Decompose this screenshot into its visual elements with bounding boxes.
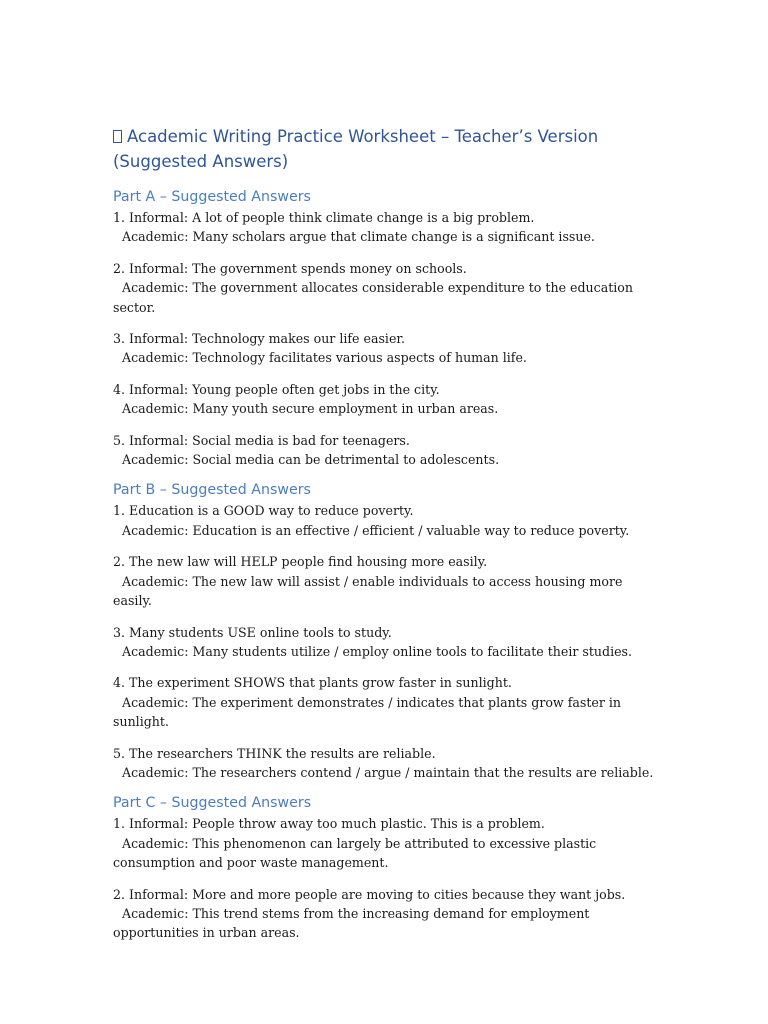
academic-sentence: Academic: Social media can be detrimental to adolescents. — [122, 452, 500, 468]
list-item — [113, 744, 658, 783]
informal-sentence: 1. Informal: A lot of people think climate change is a big problem. — [113, 210, 535, 225]
academic-sentence: Academic: This phenomenon can largely be attributed to excessive plastic consumption and poor waste management. — [113, 835, 597, 871]
original-sentence: 4. The experiment SHOWS that plants grow faster in sunlight. — [113, 675, 512, 691]
list-item — [113, 208, 658, 247]
part-a-heading: Part A – Suggested Answers — [113, 189, 311, 205]
part-b-list — [113, 501, 658, 782]
academic-sentence: Academic: The government allocates considerable expenditure to the education sector. — [113, 280, 633, 315]
list-item — [113, 380, 658, 419]
list-item — [113, 623, 658, 662]
academic-sentence: Academic: Education is an effective / efficient / valuable way to reduce poverty. — [122, 522, 630, 538]
part-c-section — [113, 793, 658, 942]
academic-sentence: Academic: The researchers contend / argue / maintain that the results are reliable. — [122, 764, 654, 780]
original-sentence: 3. Many students USE online tools to study. — [113, 624, 392, 640]
academic-sentence: Academic: Many youth secure employment in urban areas. — [122, 401, 499, 417]
list-item — [113, 259, 658, 317]
part-a-section — [113, 187, 658, 469]
original-sentence: 1. Education is a GOOD way to reduce poverty. — [113, 503, 414, 519]
academic-sentence: Academic: Many students utilize / employ online tools to facilitate their studies. — [122, 643, 633, 659]
list-item — [113, 552, 658, 610]
part-c-heading: Part C – Suggested Answers — [113, 795, 312, 812]
academic-sentence: Academic: The experiment demonstrates / indicates that plants grow faster in sunlight. — [113, 694, 622, 730]
part-b-heading: Part B – Suggested Answers — [113, 482, 311, 499]
informal-sentence: 4. Informal: Young people often get jobs in the city. — [113, 381, 440, 397]
list-item — [113, 501, 658, 540]
list-item — [113, 885, 658, 943]
academic-sentence: Academic: This trend stems from the increasing demand for employment opportunities in urban areas. — [113, 905, 590, 941]
missing-glyph-icon — [113, 130, 122, 143]
original-sentence: 5. The researchers THINK the results are reliable. — [113, 745, 436, 761]
original-sentence: 2. The new law will HELP people find housing more easily. — [113, 554, 488, 570]
part-c-list — [113, 814, 658, 942]
list-item — [113, 814, 658, 872]
list-item — [113, 329, 658, 368]
page-title — [113, 124, 658, 174]
academic-sentence: Academic: Many scholars argue that climate change is a significant issue. — [122, 229, 595, 245]
part-b-section — [113, 480, 658, 782]
list-item — [113, 673, 658, 731]
informal-sentence: 2. Informal: The government spends money on schools. — [113, 260, 467, 276]
informal-sentence: 1. Informal: People throw away too much plastic. This is a problem. — [113, 816, 545, 832]
academic-sentence: Academic: The new law will assist / enable individuals to access housing more easily. — [113, 573, 623, 609]
part-a-list — [113, 208, 658, 469]
list-item — [113, 431, 658, 470]
academic-sentence: Academic: Technology facilitates various aspects of human life. — [122, 350, 527, 366]
informal-sentence: 2. Informal: More and more people are moving to cities because they want jobs. — [113, 886, 626, 902]
informal-sentence: 3. Informal: Technology makes our life easier. — [113, 331, 406, 347]
informal-sentence: 5. Informal: Social media is bad for teenagers. — [113, 432, 410, 448]
title-text: Academic Writing Practice Worksheet – Teacher’s Version (Suggested Answers) — [113, 127, 599, 171]
worksheet-page — [113, 124, 658, 954]
